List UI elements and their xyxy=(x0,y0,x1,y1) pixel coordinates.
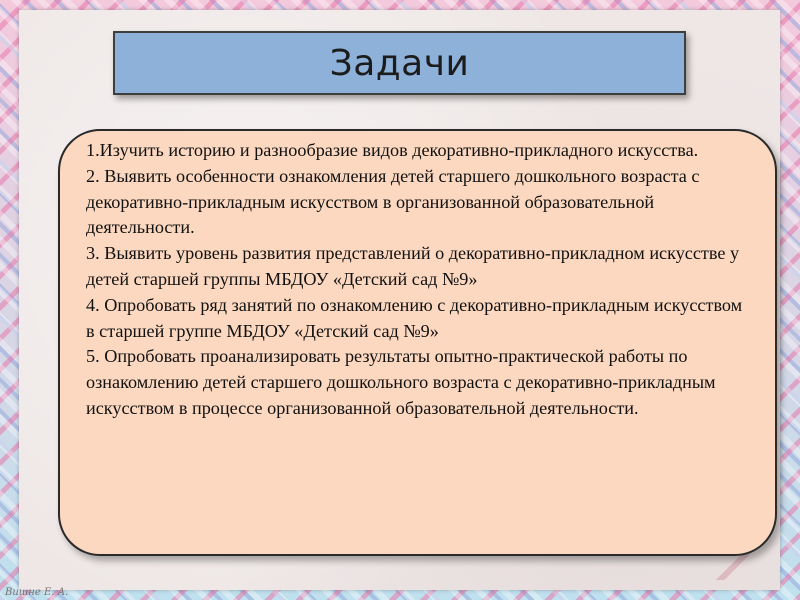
tasks-box xyxy=(58,129,777,556)
slide-title: Задачи xyxy=(329,42,470,84)
tasks-list xyxy=(86,138,745,422)
task-item-5: 5. Опробовать проанализировать результаты опытно-практической работы по ознакомлению детей старшего дошкольного возраста с декоративно-прикладным искусством в процессе организованной образовательной деятельности. xyxy=(86,346,716,418)
task-item-1: 1.Изучить историю и разнообразие видов декоративно-прикладного искусства. xyxy=(86,140,699,160)
task-item-3: 3. Выявить уровень развития представлений о декоративно-прикладном искусстве у детей старшей группы МБДОУ «Детский сад №9» xyxy=(86,243,740,289)
title-box xyxy=(113,31,686,95)
author-signature: Вишне Е. А. xyxy=(5,587,69,598)
task-item-2: 2. Выявить особенности ознакомления детей старшего дошкольного возраста с декоративно-прикладным искусством в организованной образовательной деятельности. xyxy=(86,165,700,238)
task-item-4: 4. Опробовать ряд занятий по ознакомлению с декоративно-прикладным искусством в старшей группе МБДОУ «Детский сад №9» xyxy=(86,294,743,341)
